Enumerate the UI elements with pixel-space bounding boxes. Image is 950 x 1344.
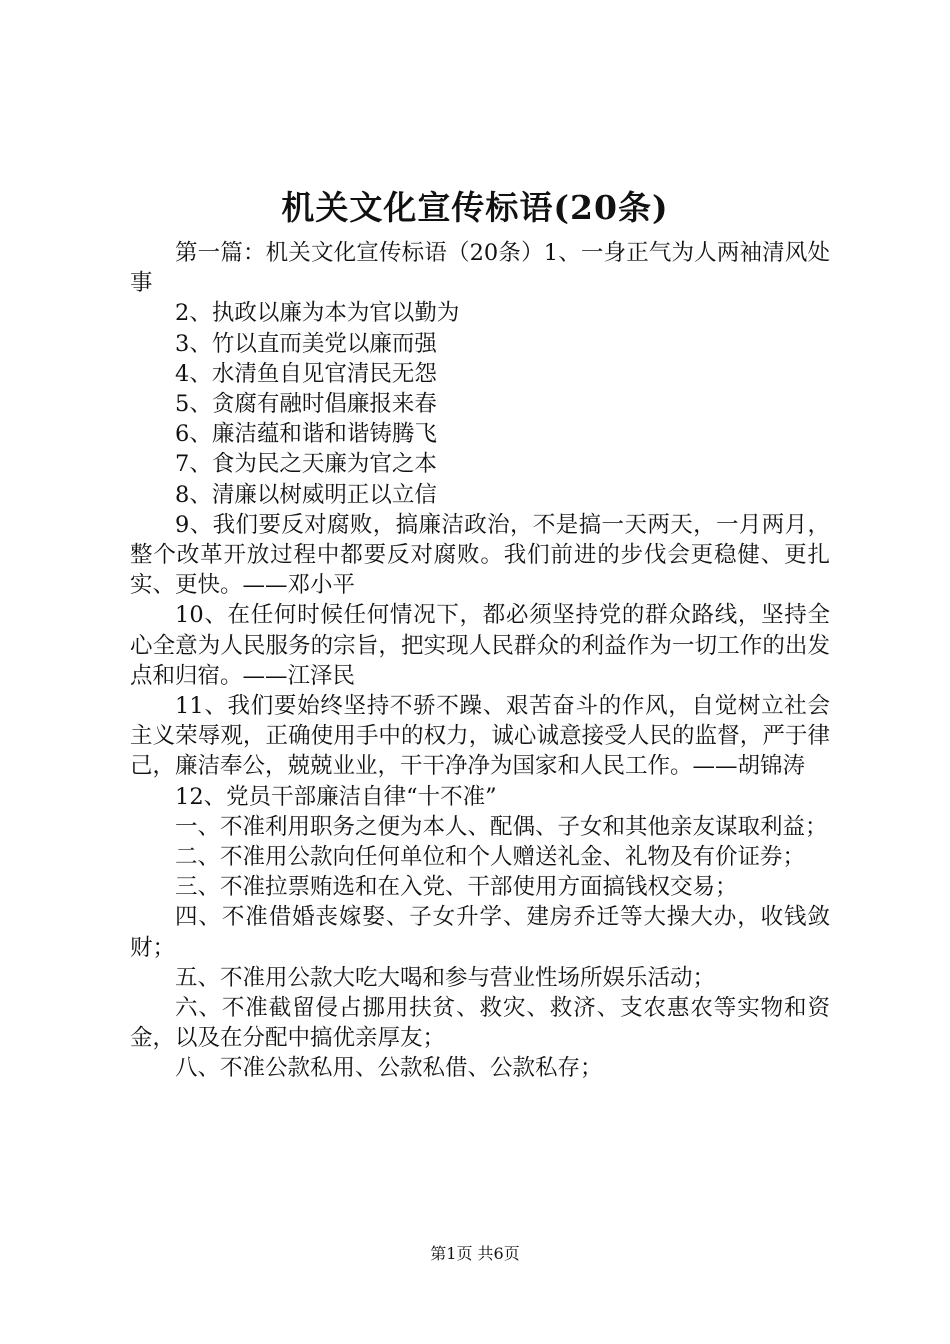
paragraph: 6、廉洁蕴和谐和谐铸腾飞 xyxy=(175,421,437,448)
paragraph: 五、不准用公款大吃大喝和参与营业性场所娱乐活动； xyxy=(175,964,716,991)
paragraph: 4、水清鱼自见官清民无怨 xyxy=(175,360,437,387)
paragraph: 12、党员干部廉洁自律“十不准” xyxy=(175,783,497,810)
paragraph: 八、不准公款私用、公款私借、公款私存； xyxy=(175,1055,603,1082)
paragraph: 5、贪腐有融时倡廉报来春 xyxy=(175,391,437,418)
paragraph: 3、竹以直而美党以廉而强 xyxy=(175,330,437,357)
document-title: 机关文化宣传标语(20条) xyxy=(281,188,669,227)
paragraph: 10、在任何时候任何情况下，都必须坚持党的群众路线，坚持全心全意为人民服务的宗旨，把实现人民群众的利益作为一切工作的出发点和归宿。——江泽民 xyxy=(130,602,830,689)
paragraph: 第一篇：机关文化宣传标语（20条）1、一身正气为人两袖清风处事 xyxy=(130,240,830,297)
paragraph: 8、清廉以树威明正以立信 xyxy=(175,481,437,508)
page-number-footer: 第1页 共6页 xyxy=(430,1244,520,1263)
paragraph: 三、不准拉票贿选和在入党、干部使用方面搞钱权交易； xyxy=(175,874,738,901)
paragraph: 2、执政以廉为本为官以勤为 xyxy=(175,300,460,327)
paragraph: 9、我们要反对腐败，搞廉洁政治，不是搞一天两天，一月两月，整个改革开放过程中都要反对腐败。我们前进的步伐会更稳健、更扎实、更快。——邓小平 xyxy=(130,511,830,599)
paragraph: 二、不准用公款向任何单位和个人赠送礼金、礼物及有价证券； xyxy=(175,844,806,871)
paragraph: 六、不准截留侵占挪用扶贫、救灾、救济、支农惠农等实物和资金，以及在分配中搞优亲厚友； xyxy=(130,995,830,1052)
paragraph: 一、不准利用职务之便为本人、配偶、子女和其他亲友谋取利益； xyxy=(175,813,828,840)
paragraph: 11、我们要始终坚持不骄不躁、艰苦奋斗的作风，自觉树立社会主义荣辱观，正确使用手中的权力，诚心诚意接受人民的监督，严于律己，廉洁奉公，兢兢业业，干干净净为国家和人民工作。——胡锦涛 xyxy=(130,693,830,780)
paragraph: 四、不准借婚丧嫁娶、子女升学、建房乔迁等大操大办，收钱敛财； xyxy=(130,904,830,961)
document-body xyxy=(130,238,830,1084)
paragraph: 7、食为民之天廉为官之本 xyxy=(175,451,437,478)
